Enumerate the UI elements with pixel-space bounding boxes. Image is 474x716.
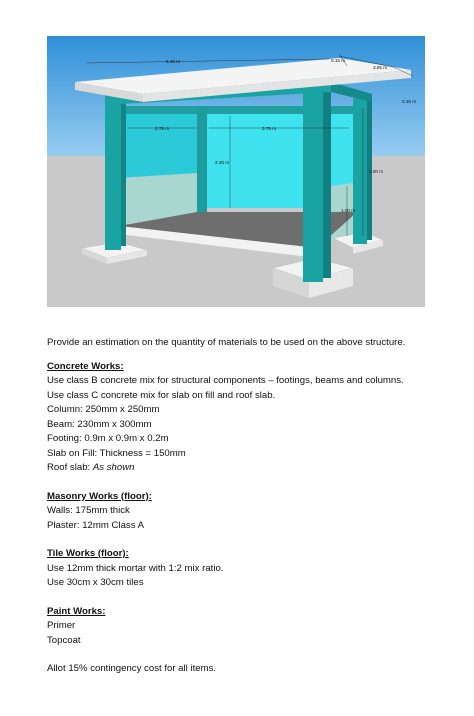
dim-overhang-top: 0.15 m [331,58,346,63]
concrete-line: Use class C concrete mix for slab on fill and roof slab. [47,389,276,401]
dim-overhang-side: 0.15 m [402,99,417,104]
concrete-line: Slab on Fill: Thickness = 150mm [47,447,186,459]
dim-height: 2.25 m [215,160,230,165]
concrete-line: Column: 250mm x 250mm [47,404,160,415]
dim-length: 5.45 m [166,59,181,64]
column-front-left [105,92,121,250]
tile-line: Use 12mm thick mortar with 1:2 mix ratio. [47,562,224,574]
masonry-heading: Masonry Works (floor): [47,490,152,502]
concrete-line: Use class B concrete mix for structural components – footings, beams and columns. [47,375,404,386]
paint-line: Topcoat [47,634,81,646]
dim-width: 3.85 m [373,65,388,70]
concrete-line: Footing: 0.9m x 0.9m x 0.2m [47,433,169,444]
intro-text: Provide an estimation on the quantity of materials to be used on the above structure. [47,337,406,348]
contingency-note: Allot 15% contingency cost for all items. [47,663,217,674]
column-back-right [353,98,367,244]
column-front-left-side [121,92,126,246]
dim-bay-left: 2.75 m [155,126,170,131]
paint-line: Primer [47,620,76,631]
concrete-line: Beam: 230mm x 300mm [47,418,152,430]
tile-line: Use 30cm x 30cm tiles [47,577,144,588]
column-front-right [303,78,323,282]
dim-wall-height: 1.00 m [341,208,356,213]
dim-post-height: 3.00 m [369,169,384,174]
concrete-heading: Concrete Works: [47,360,124,372]
mid-column [197,106,207,218]
dim-bay-right: 3.75 m [262,126,277,131]
paint-heading: Paint Works: [47,605,106,617]
roof-slab-line [47,461,447,476]
roof-slab-label: Roof slab: [47,462,93,473]
masonry-line: Plaster: 12mm Class A [47,519,145,531]
tile-heading: Tile Works (floor): [47,548,129,559]
roof-slab-value: As shown [92,462,135,473]
masonry-line: Walls: 175mm thick [47,505,130,516]
column-front-right-side [323,82,331,278]
structure-figure [47,36,425,307]
document-body [47,336,447,677]
